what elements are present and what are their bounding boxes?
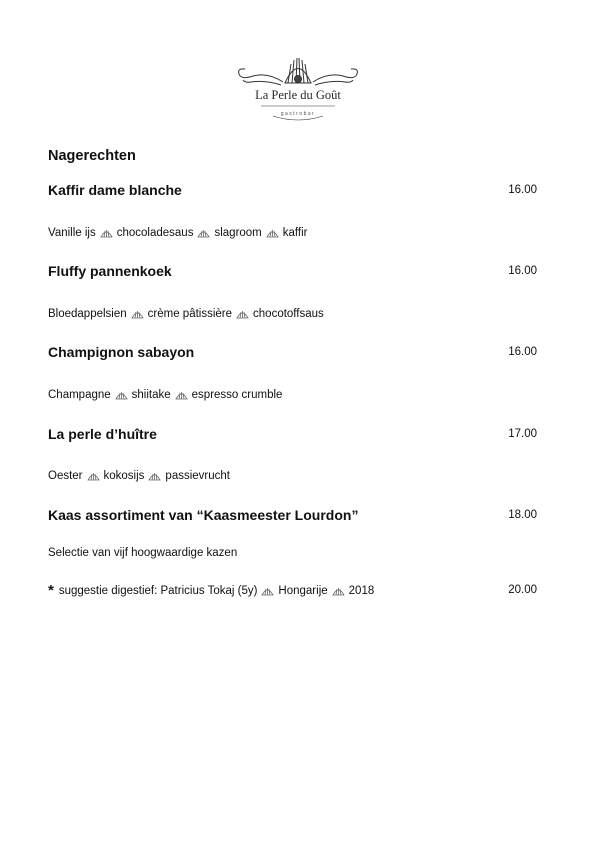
dish-description <box>48 470 537 482</box>
ingredient: chocotoffsaus <box>253 308 324 320</box>
asterisk-marker: * <box>48 582 54 599</box>
dish-price: 16.00 <box>508 265 537 277</box>
shell-icon <box>115 390 128 400</box>
logo-name: La Perle du Goût <box>255 88 341 102</box>
shell-icon <box>197 228 210 238</box>
dish-price: 16.00 <box>508 184 537 196</box>
logo <box>233 50 363 128</box>
section-title: Nagerechten <box>48 148 136 164</box>
shell-icon <box>266 228 279 238</box>
shell-icon <box>148 471 161 481</box>
menu-item <box>48 263 537 281</box>
dish-price: 17.00 <box>508 428 537 440</box>
ingredient: Bloedappelsien <box>48 308 127 320</box>
dish-price: 18.00 <box>508 509 537 521</box>
menu-item <box>48 426 537 444</box>
ingredient: kokosijs <box>103 470 145 482</box>
shell-icon <box>87 471 100 481</box>
logo-tagline: gastrobar <box>280 111 316 117</box>
ingredient: Oester <box>48 470 83 482</box>
dish-description <box>48 389 537 401</box>
suggestion-origin: Hongarije <box>278 584 328 597</box>
dish-name: Kaas assortiment van “Kaasmeester Lourdon” <box>48 507 359 523</box>
shell-icon <box>236 309 249 319</box>
ingredient: passievrucht <box>165 470 230 482</box>
ingredient: crème pâtissière <box>147 308 233 320</box>
digestif-suggestion <box>48 583 537 598</box>
dish-price: 16.00 <box>508 346 537 358</box>
shell-icon <box>131 309 144 319</box>
suggestion-year: 2018 <box>348 584 375 597</box>
ingredient: kaffir <box>282 227 308 239</box>
shell-icon <box>175 390 188 400</box>
dish-description <box>48 547 537 559</box>
dish-description <box>48 227 537 239</box>
dish-name: Champignon sabayon <box>48 344 195 360</box>
ingredient: Vanille ijs <box>48 227 96 239</box>
suggestion-price: 20.00 <box>508 584 537 596</box>
dish-name: Fluffy pannenkoek <box>48 263 172 279</box>
ingredient: slagroom <box>214 227 262 239</box>
menu-item <box>48 507 537 525</box>
dish-name: La perle d’huître <box>48 426 157 442</box>
ingredient: shiitake <box>131 389 171 401</box>
ingredient: espresso crumble <box>191 389 283 401</box>
shell-icon <box>332 586 345 596</box>
menu-item <box>48 182 537 200</box>
menu-item <box>48 344 537 362</box>
dish-description-text: Selectie van vijf hoogwaardige kazen <box>48 547 238 559</box>
shell-icon <box>100 228 113 238</box>
ingredient: chocoladesaus <box>116 227 194 239</box>
dish-name: Kaffir dame blanche <box>48 182 182 198</box>
dish-description <box>48 308 537 320</box>
shell-icon <box>261 586 274 596</box>
suggestion-text: suggestie digestief: Patricius Tokaj (5y) <box>58 584 258 597</box>
ingredient: Champagne <box>48 389 111 401</box>
